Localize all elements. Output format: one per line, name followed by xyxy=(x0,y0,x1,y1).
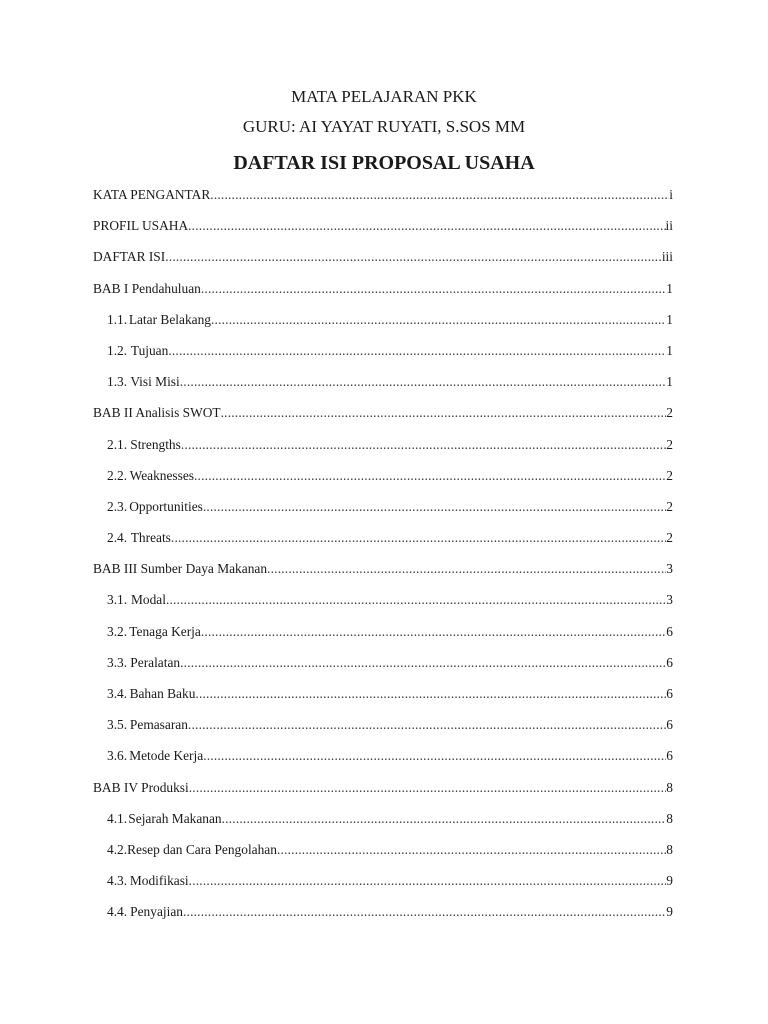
toc-entry-label: Latar Belakang xyxy=(128,311,211,327)
toc-subsection-row xyxy=(93,466,673,497)
subject-heading: MATA PELAJARAN PKK xyxy=(291,87,477,106)
toc-subsection-row xyxy=(93,497,673,528)
toc-entry-label: Penyajian xyxy=(130,904,183,920)
toc-subsection-row xyxy=(93,372,673,403)
toc-entry-label: Weaknesses xyxy=(129,467,194,483)
toc-entry-label: BAB III Sumber Daya Makanan xyxy=(93,561,268,577)
toc-page-number: 3 xyxy=(666,561,673,577)
toc-subsection-row xyxy=(93,435,673,466)
toc-section-number: 1.1. xyxy=(107,311,128,327)
toc-entry-label: Visi Misi xyxy=(130,374,180,390)
toc-chapter-row xyxy=(93,559,673,590)
toc-entry-label: PROFIL USAHA xyxy=(93,218,189,234)
toc-entry-label: Tujuan xyxy=(130,342,169,358)
toc-dot-leader xyxy=(203,746,666,766)
toc-dot-leader xyxy=(188,216,665,236)
toc-entry-label: DAFTAR ISI xyxy=(93,249,166,265)
toc-page-number: 9 xyxy=(666,873,673,889)
toc-subsection-row xyxy=(93,590,673,621)
toc-entry-label: Resep dan Cara Pengolahan xyxy=(127,841,277,857)
toc-page-number: 2 xyxy=(666,405,673,421)
toc-section-number: 3.1. xyxy=(107,592,128,608)
toc-dot-leader xyxy=(195,684,666,704)
toc-chapter-row xyxy=(93,216,673,247)
toc-entry-label: KATA PENGANTAR xyxy=(93,187,211,202)
toc-subsection-row xyxy=(93,341,673,372)
toc-page-number: 6 xyxy=(666,623,673,639)
toc-dot-leader xyxy=(171,528,666,548)
toc-section-number: 4.1. xyxy=(107,810,128,826)
toc-entry-label: Pemasaran xyxy=(129,717,188,733)
toc-dot-leader xyxy=(221,403,667,423)
toc-page-number: 6 xyxy=(666,686,673,701)
toc-page-number: iii xyxy=(661,249,673,265)
toc-dot-leader xyxy=(277,840,666,860)
toc-subsection-row xyxy=(93,684,673,715)
toc-page-number: 2 xyxy=(666,498,673,514)
toc-subsection-row xyxy=(93,528,673,559)
toc-dot-leader xyxy=(203,497,666,517)
toc-section-number: 2.1. xyxy=(107,436,128,452)
toc-dot-leader xyxy=(201,622,666,642)
toc-dot-leader xyxy=(165,247,662,267)
toc-dot-leader xyxy=(267,559,666,579)
toc-entry-label: Threats xyxy=(130,530,171,546)
toc-subsection-row xyxy=(93,840,673,871)
toc-subsection-row xyxy=(93,902,673,933)
toc-entry-label: Opportunities xyxy=(129,498,203,514)
toc-dot-leader xyxy=(189,778,667,798)
toc-page-number: 1 xyxy=(666,280,673,296)
toc-dot-leader xyxy=(194,466,666,486)
toc-entry-label: Sejarah Makanan xyxy=(128,810,222,826)
toc-section-number: 2.4. xyxy=(107,530,128,546)
toc-section-number: 2.2. xyxy=(107,467,128,483)
toc-section-number: 4.4. xyxy=(107,904,128,920)
toc-dot-leader xyxy=(201,279,666,299)
toc-entry-label: BAB IV Produksi xyxy=(93,779,189,795)
toc-dot-leader xyxy=(189,871,667,891)
toc-page-number: i xyxy=(669,187,673,202)
toc-page-number: ii xyxy=(665,218,673,234)
toc-subsection-row xyxy=(93,622,673,653)
toc-section-number: 1.2. xyxy=(107,342,128,358)
toc-chapter-row xyxy=(93,185,673,216)
toc-subsection-row xyxy=(93,871,673,902)
toc-page-number: 8 xyxy=(666,810,673,826)
toc-page-number: 6 xyxy=(666,748,673,764)
page-title: DAFTAR ISI PROPOSAL USAHA xyxy=(233,152,535,174)
toc-entry-label: Metode Kerja xyxy=(129,748,204,764)
toc-entry-label: Tenaga Kerja xyxy=(129,623,201,639)
toc-chapter-row xyxy=(93,247,673,278)
toc-page-number: 1 xyxy=(666,342,673,358)
toc-subsection-row xyxy=(93,809,673,840)
toc-entry-label: BAB II Analisis SWOT xyxy=(93,405,221,421)
toc-page-number: 3 xyxy=(666,592,673,608)
toc-page-number: 9 xyxy=(666,904,673,920)
toc-dot-leader xyxy=(183,902,666,922)
toc-chapter-row xyxy=(93,403,673,434)
toc-entry-label: Modifikasi xyxy=(129,873,189,889)
toc-page-number: 1 xyxy=(666,374,673,390)
toc-page-number: 6 xyxy=(666,717,673,733)
toc-chapter-row xyxy=(93,279,673,310)
toc-dot-leader xyxy=(168,341,666,361)
toc-section-number: 3.6. xyxy=(107,748,128,764)
toc-page-number: 2 xyxy=(666,436,673,452)
toc-subsection-row xyxy=(93,715,673,746)
toc-dot-leader xyxy=(210,185,669,205)
toc-section-number: 1.3. xyxy=(107,374,128,390)
toc-page-number: 8 xyxy=(666,779,673,795)
teacher-heading: GURU: AI YAYAT RUYATI, S.SOS MM xyxy=(242,117,526,136)
toc-entry-label: Modal xyxy=(130,592,166,608)
toc-page-number: 8 xyxy=(666,841,673,857)
toc-dot-leader xyxy=(222,809,667,829)
table-of-contents xyxy=(93,185,673,934)
toc-entry-label: Strengths xyxy=(130,436,181,452)
toc-page-number: 2 xyxy=(666,467,673,483)
toc-page-number: 6 xyxy=(666,654,673,670)
toc-dot-leader xyxy=(180,372,667,392)
toc-section-number: 4.3. xyxy=(107,873,128,889)
toc-chapter-row xyxy=(93,778,673,809)
toc-entry-label: BAB I Pendahuluan xyxy=(93,280,201,296)
toc-dot-leader xyxy=(181,435,666,455)
toc-subsection-row xyxy=(93,310,673,341)
toc-page-number: 2 xyxy=(666,530,673,546)
toc-subsection-row xyxy=(93,653,673,684)
toc-section-number: 3.3. xyxy=(107,654,128,670)
toc-page-number: 1 xyxy=(666,311,673,327)
toc-section-number: 3.2. xyxy=(107,623,128,639)
toc-dot-leader xyxy=(180,653,666,673)
toc-dot-leader xyxy=(166,590,666,610)
toc-entry-label: Peralatan xyxy=(130,654,181,670)
toc-entry-label: Bahan Baku xyxy=(129,686,196,701)
toc-section-number: 2.3. xyxy=(107,498,128,514)
toc-subsection-row xyxy=(93,746,673,777)
toc-section-number: 3.5. xyxy=(107,717,128,733)
toc-section-number: 4.2. xyxy=(107,841,128,857)
toc-dot-leader xyxy=(188,715,666,735)
toc-dot-leader xyxy=(211,310,666,330)
toc-section-number: 3.4. xyxy=(107,686,128,701)
